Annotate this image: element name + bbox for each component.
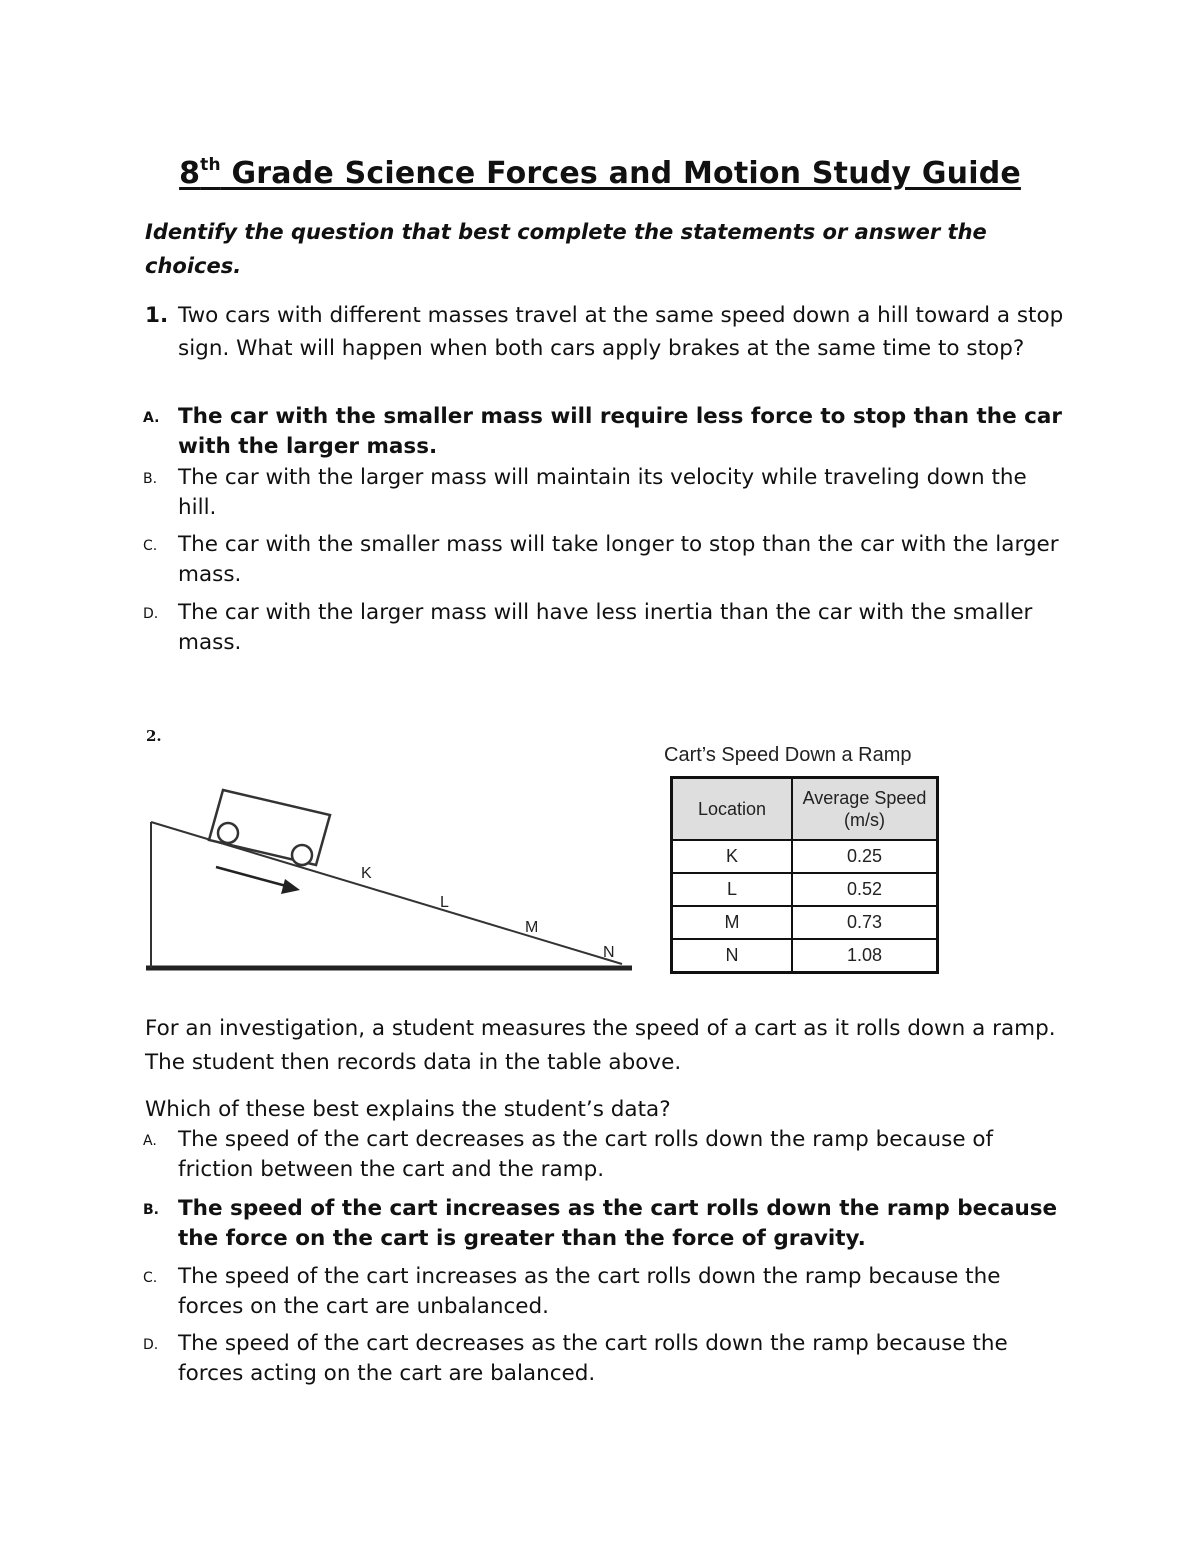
option-letter: C. [143,538,158,554]
q2-option-d [143,1329,1063,1389]
cell-speed: 1.08 [792,939,938,973]
cell-speed: 0.25 [792,840,938,873]
option-letter: A. [143,410,160,426]
header-location: Location [672,778,793,841]
cell-location: N [672,939,793,973]
label-m: M [525,919,539,936]
option-text: The car with the smaller mass will require less force to stop than the car with the larger mass. [178,404,1063,459]
question-number: 1. [145,303,169,328]
question-text: Two cars with different masses travel at the same speed down a hill toward a stop sign. What will happen when both cars apply brakes at the same time to stop? [178,303,1064,361]
ramp-diagram [140,780,640,975]
table-row [672,939,938,973]
option-text: The speed of the cart decreases as the cart rolls down the ramp because of friction between the cart and the ramp. [178,1127,994,1182]
option-letter: A. [143,1133,157,1149]
option-text: The speed of the cart increases as the cart rolls down the ramp because the force on the cart is greater than the force of gravity. [178,1196,1058,1251]
table-title: Cart’s Speed Down a Ramp [664,744,912,766]
cell-speed: 0.52 [792,873,938,906]
page-title: 8th Grade Science Forces and Motion Study Guide [179,155,1021,191]
q2-option-c [143,1262,1063,1322]
q1-option-c [143,530,1063,590]
cell-location: M [672,906,793,939]
label-n: N [603,944,615,961]
option-letter: C. [143,1270,158,1286]
option-text: The car with the smaller mass will take longer to stop than the car with the larger mass. [178,532,1059,587]
option-text: The car with the larger mass will maintain its velocity while traveling down the hill. [178,465,1027,520]
question-number-2: 2. [146,727,162,745]
label-l: L [440,894,449,911]
option-text: The speed of the cart decreases as the cart rolls down the ramp because the forces acting on the cart are balanced. [178,1331,1008,1386]
cart-icon [209,790,330,865]
speed-table [670,776,939,974]
cell-speed: 0.73 [792,906,938,939]
question-2-text: Which of these best explains the student’s data? [145,1097,671,1122]
option-letter: B. [143,471,158,487]
option-letter: B. [143,1202,159,1218]
q2-option-b [143,1194,1063,1254]
question-2-paragraph: For an investigation, a student measures the speed of a cart as it rolls down a ramp. The student then records data in the table above. [145,1016,1056,1075]
option-text: The car with the larger mass will have less inertia than the car with the smaller mass. [178,600,1033,655]
table-row [672,906,938,939]
q1-option-a [143,402,1063,462]
q1-option-b [143,463,1063,523]
header-average-speed: Average Speed (m/s) [792,778,938,841]
option-text: The speed of the cart increases as the cart rolls down the ramp because the forces on the cart are unbalanced. [178,1264,1001,1319]
option-letter: D. [143,1337,159,1353]
table-row [672,840,938,873]
q1-option-d [143,598,1063,658]
label-k: K [361,865,372,882]
q2-option-a [143,1125,1063,1185]
instructions: Identify the question that best complete the statements or answer the choices. [145,220,987,278]
table-row [672,873,938,906]
motion-arrow-icon [216,867,300,894]
question-1 [145,299,1065,365]
option-letter: D. [143,606,159,622]
cell-location: L [672,873,793,906]
cell-location: K [672,840,793,873]
